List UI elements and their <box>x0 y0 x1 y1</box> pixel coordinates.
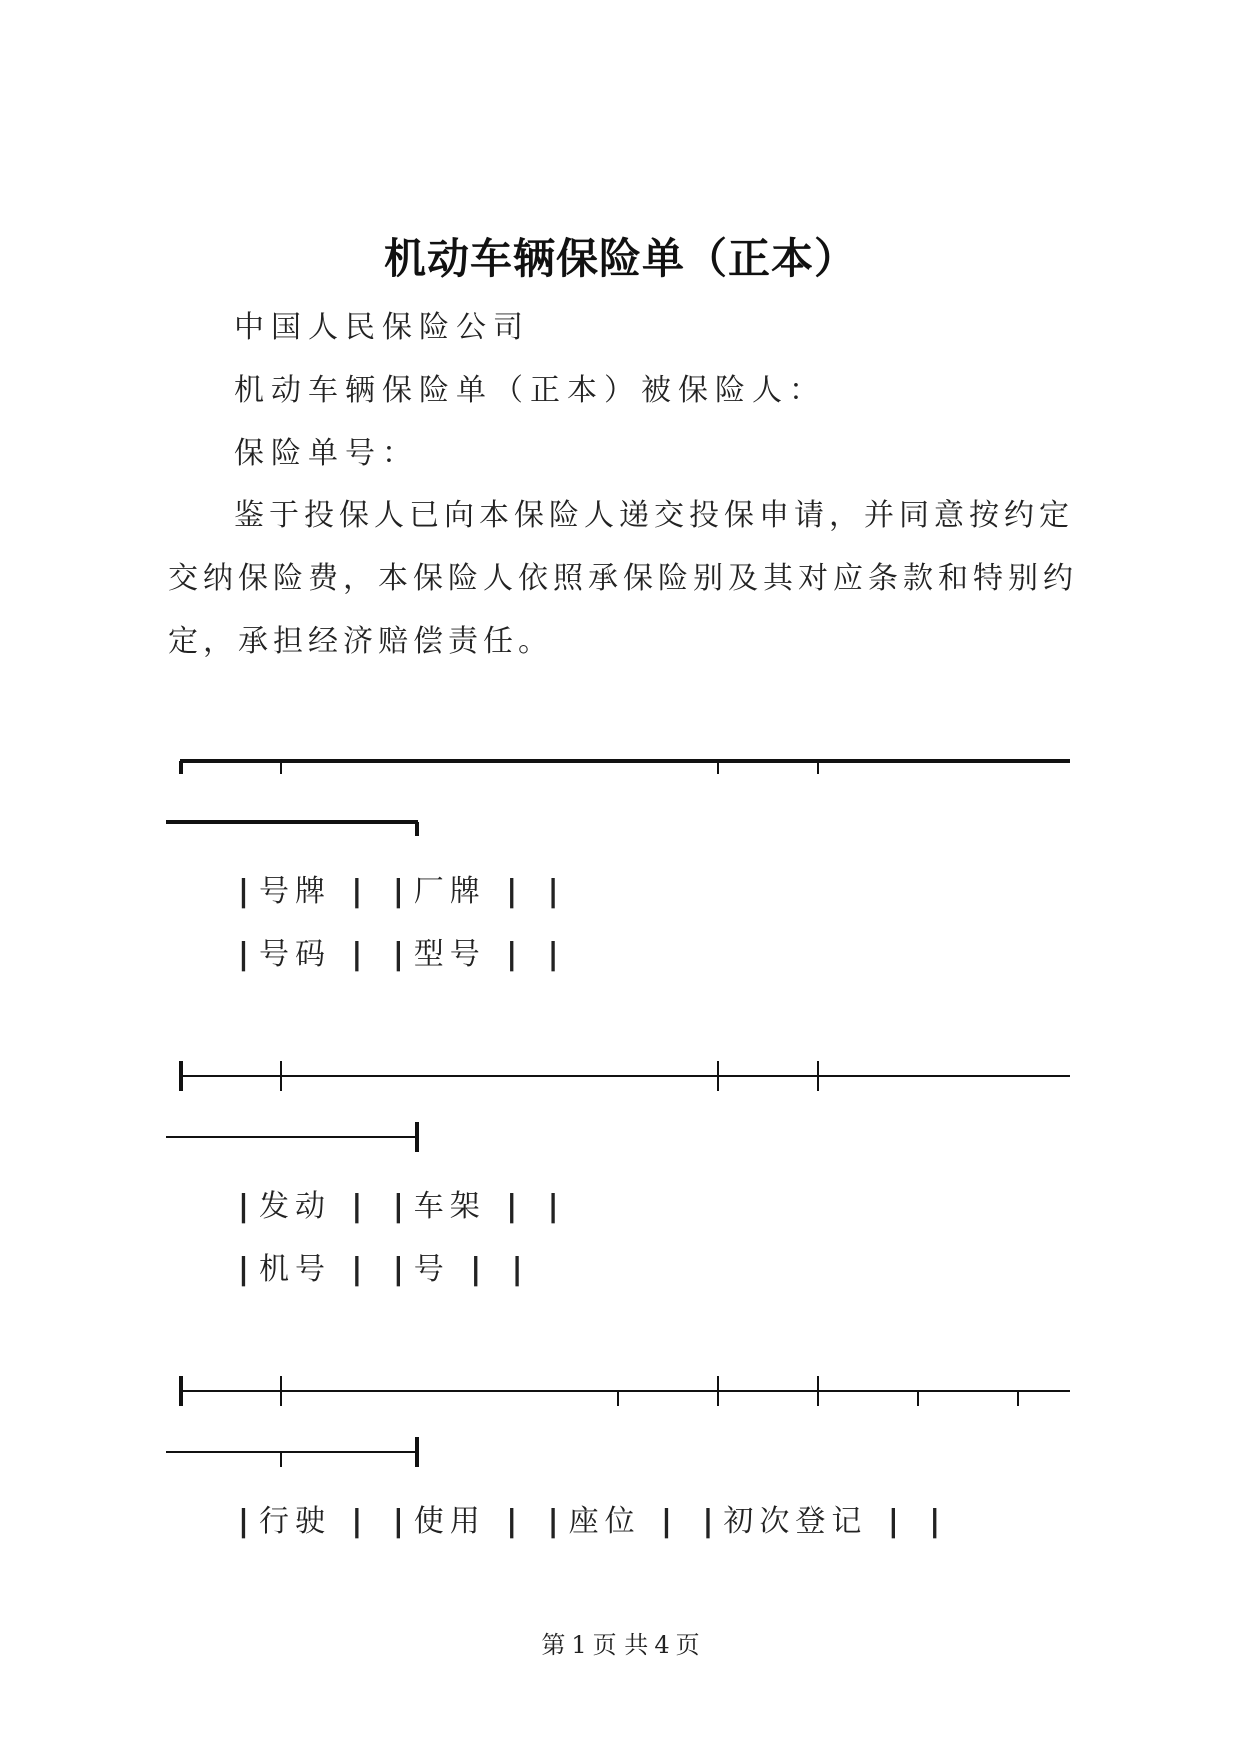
cell-frame: 车架 <box>413 1189 486 1224</box>
cell-use: 使用 <box>413 1504 486 1539</box>
cell-plate: 号牌 <box>258 874 331 909</box>
table-row-engine-no: |机号 | |号 | | <box>238 1252 533 1287</box>
cell-model: 型号 <box>413 937 486 972</box>
footer-suffix: 页 <box>675 1631 700 1659</box>
cell-seats: 座位 <box>568 1504 641 1539</box>
cell-engine: 发动 <box>258 1189 331 1224</box>
table-row-engine: |发动 | |车架 | | <box>238 1189 569 1224</box>
document-title: 机动车辆保险单（正本） <box>383 234 857 283</box>
footer-mid: 页 共 <box>592 1631 649 1659</box>
policy-number-label: 保险单号： <box>234 436 419 471</box>
cell-frame-no: 号 <box>413 1252 450 1287</box>
cell-number: 号码 <box>258 937 331 972</box>
table-row-number: |号码 | |型号 | | <box>238 937 569 972</box>
insured-line: 机动车辆保险单（正本）被保险人： <box>234 373 826 408</box>
footer-total-pages: 4 <box>654 1631 670 1659</box>
cell-first-registration: 初次登记 <box>723 1504 868 1539</box>
company-name: 中国人民保险公司 <box>234 310 530 345</box>
cell-driving: 行驶 <box>258 1504 331 1539</box>
cell-engine-no: 机号 <box>258 1252 331 1287</box>
table-lower-border <box>0 1365 1241 1475</box>
cell-brand: 厂牌 <box>413 874 486 909</box>
page-footer <box>0 1625 1241 1660</box>
table-top-border <box>0 740 1241 840</box>
table-row-plate: |号牌 | |厂牌 | | <box>238 874 569 909</box>
table-row-usage: |行驶 | |使用 | |座位 | |初次登记 | | <box>238 1504 951 1539</box>
footer-prefix: 第 <box>541 1631 566 1659</box>
footer-page-number: 1 <box>571 1631 587 1659</box>
table-middle-border <box>0 1050 1241 1160</box>
terms-paragraph: 鉴于投保人已向本保险人递交投保申请，并同意按约定交纳保险费，本保险人依照承保险别及其对应条款和特别约定，承担经济赔偿责任。 <box>168 498 1078 659</box>
